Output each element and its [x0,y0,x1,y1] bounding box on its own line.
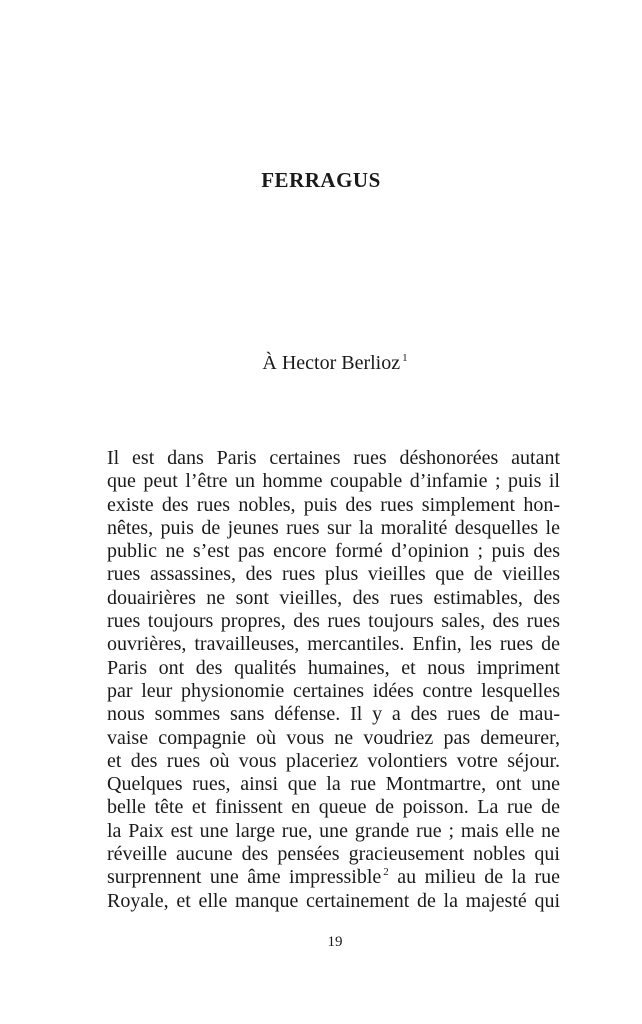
text-line [107,866,560,889]
text-line: nêtes, puis de jeunes rues sur la moralité desquelles le [107,516,560,539]
text-line: existe des rues nobles, puis des rues simplement hon- [107,493,560,516]
text-line: réveille aucune des pensées gracieusement nobles qui [107,843,560,866]
text-line: que peut l’être un homme coupable d’infamie ; puis il [107,470,560,493]
text-line: vaise compagnie où vous ne voudriez pas demeurer, [107,726,560,749]
text-line: la Paix est une large rue, une grande rue ; mais elle ne [107,819,560,842]
dedication-text: À Hector Berlioz [262,352,401,374]
dedication [0,352,642,375]
line-part: au milieu de la rue [388,866,561,889]
page-number: 19 [327,934,343,950]
text-line: Quelques rues, ainsi que la rue Montmartre, ont une [107,773,560,796]
text-line: nous sommes sans défense. Il y a des rues de mau- [107,703,560,726]
text-line: douairières ne sont vieilles, des rues estimables, des [107,586,560,609]
text-line: Paris ont des qualités humaines, et nous impriment [107,656,560,679]
body-paragraph [107,447,560,913]
footnote-marker: 2 [383,866,389,879]
text-line: Royale, et elle manque certainement de la majesté qui [107,889,560,912]
footnote-marker: 1 [402,352,408,364]
text-line: belle tête et finissent en queue de poisson. La rue de [107,796,560,819]
chapter-title: FERRAGUS [261,168,381,192]
text-line: rues toujours propres, des rues toujours sales, des rues [107,610,560,633]
text-line: Il est dans Paris certaines rues déshonorées autant [107,447,560,469]
text-line: rues assassines, des rues plus vieilles que de vieilles [107,563,560,586]
text-line: et des rues où vous placeriez volontiers votre séjour. [107,749,560,772]
line-part: surprennent une âme impressible [107,866,382,889]
text-line: public ne s’est pas encore formé d’opinion ; puis des [107,540,560,563]
text-line: ouvrières, travailleuses, mercantiles. Enfin, les rues de [107,633,560,656]
text-line: par leur physionomie certaines idées contre lesquelles [107,679,560,702]
